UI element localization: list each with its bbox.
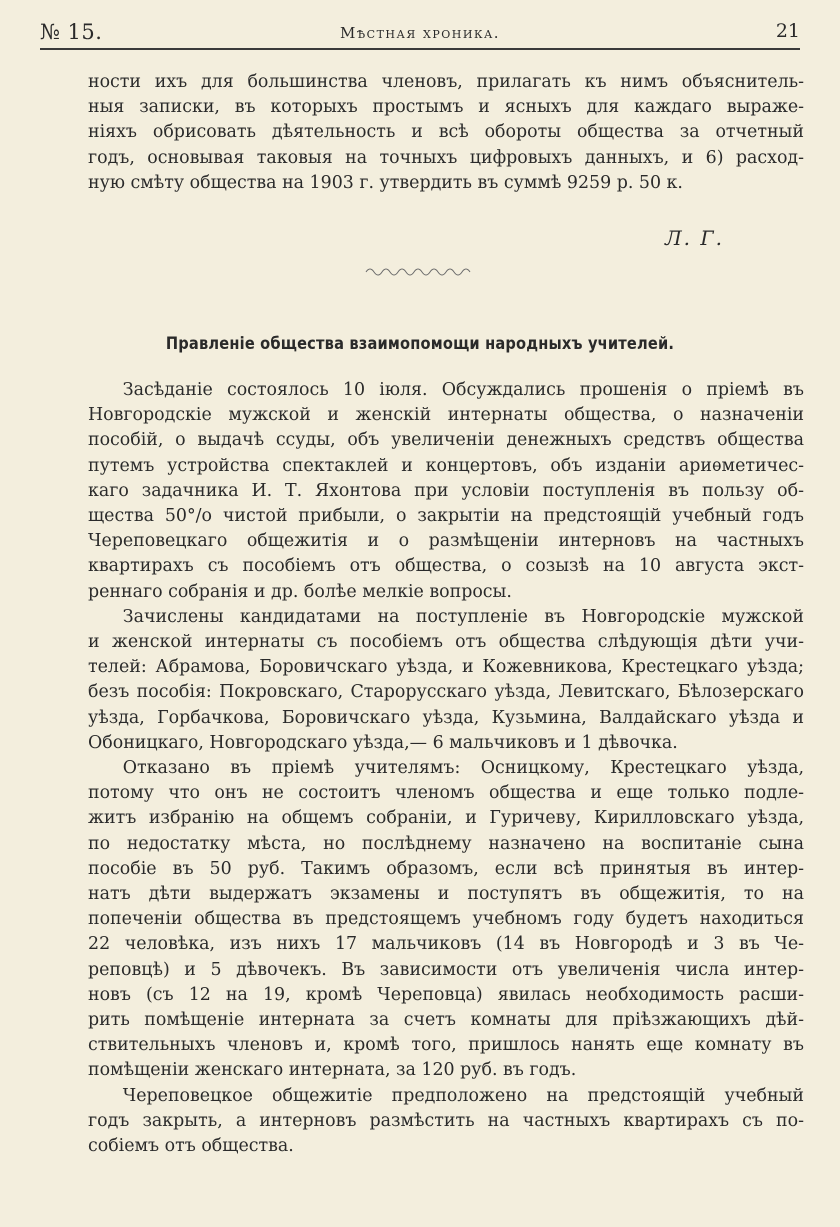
- text-line: Обоницкаго, Новгородскаго уѣзда,— 6 мальчиковъ и 1 дѣвочка.: [88, 732, 678, 753]
- running-header: [40, 14, 800, 54]
- intro-paragraph: [88, 70, 804, 196]
- text-line: годъ, основывая таковыя на точныхъ цифровыхъ данныхъ, и 6) расход-: [88, 147, 804, 168]
- text-line: Отказано въ пріемѣ учителямъ: Осницкому, Крестецкаго уѣзда,: [88, 758, 804, 779]
- text-line: Зачислены кандидатами на поступленіе въ Новгородскіе мужской: [88, 606, 804, 627]
- text-line: ныя записки, въ которыхъ простымъ и ясныхъ для каждаго выраже-: [88, 97, 804, 118]
- section-title: Правленіе общества взаимопомощи народныхъ учителей.: [165, 334, 675, 354]
- text-line: годъ закрыть, а интерновъ размѣстить на частныхъ квартирахъ съ по-: [88, 1110, 804, 1131]
- text-line: пособіе въ 50 руб. Такимъ образомъ, если всѣ принятыя въ интер-: [88, 858, 804, 879]
- text-line: Засѣданіе состоялось 10 іюля. Обсуждались прошенія о пріемѣ въ: [88, 380, 804, 400]
- text-line: Новгородскіе мужской и женскій интернаты общества, о назначеніи: [88, 405, 804, 426]
- text-line: Череповецкое общежитіе предположено на предстоящій учебный: [88, 1085, 804, 1106]
- text-line: по недостатку мѣста, но послѣднему назначено на воспитаніе сына: [88, 833, 804, 854]
- text-line: ную смѣту общества на 1903 г. утвердить въ суммѣ 9259 р. 50 к.: [88, 172, 683, 193]
- text-line: и женской интернаты съ пособіемъ отъ общества слѣдующія дѣти учи-: [88, 632, 804, 653]
- text-line: новъ (съ 12 на 19, кромѣ Череповца) явилась необходимость расши-: [88, 984, 804, 1005]
- text-line: ствительныхъ членовъ и, кромѣ того, пришлось нанять еще комнату въ: [88, 1035, 804, 1056]
- text-line: телей: Абрамова, Боровичскаго уѣзда, и Кожевникова, Крестецкаго уѣзда;: [88, 657, 804, 678]
- text-line: ніяхъ обрисовать дѣятельность и всѣ обороты общества за отчетный: [88, 122, 804, 143]
- text-line: уѣзда, Горбачкова, Боровичскаго уѣзда, Кузьмина, Валдайскаго уѣзда и: [88, 707, 804, 728]
- text-line: безъ пособія: Покровскаго, Старорусскаго уѣзда, Левитскаго, Бѣлозерскаго: [88, 682, 804, 703]
- divider-ornament: [364, 264, 474, 278]
- text-line: рить помѣщеніе интерната за счетъ комнаты для пріѣзжающихъ дѣй-: [88, 1010, 804, 1031]
- text-line: натъ дѣти выдержатъ экзамены и поступятъ въ общежитія, то на: [88, 884, 804, 905]
- text-line: Череповецкаго общежитія и о размѣщеніи интерновъ на частныхъ: [88, 531, 804, 552]
- text-line: 22 человѣка, изъ нихъ 17 мальчиковъ (14 въ Новгородѣ и 3 въ Че-: [88, 934, 804, 955]
- text-line: щества 50°/о чистой прибыли, о закрытіи на предстоящій учебный годъ: [88, 506, 804, 527]
- text-line: ности ихъ для большинства членовъ, прилагать къ нимъ объяснитель-: [88, 72, 804, 92]
- header-rule: [40, 48, 800, 50]
- text-line: попеченіи общества въ предстоящемъ учебномъ году будетъ находиться: [88, 909, 804, 930]
- main-article: [88, 378, 804, 1159]
- text-line: житъ избранію на общемъ собраніи, и Гуричеву, Кирилловскаго уѣзда,: [88, 808, 804, 829]
- header-title: Мѣстная хроника.: [339, 24, 501, 42]
- text-line: помѣщеніи женскаго интерната, за 120 руб. въ годъ.: [88, 1060, 577, 1081]
- text-line: потому что онъ не состоитъ членомъ общества и еще только подле-: [88, 783, 804, 804]
- text-line: пособій, о выдачѣ ссуды, объ увеличеніи денежныхъ средствъ общества: [88, 430, 804, 451]
- text-line: реповцѣ) и 5 дѣвочекъ. Въ зависимости отъ увеличенія числа интер-: [88, 959, 804, 980]
- issue-number: № 15.: [40, 20, 103, 44]
- text-line: путемъ устройства спектаклей и концертовъ, объ изданіи ариѳметичес-: [88, 455, 804, 476]
- text-line: каго задачника И. Т. Яхонтова при условіи поступленія въ пользу об-: [88, 480, 804, 501]
- author-signature: Л. Г.: [664, 226, 724, 250]
- page-number: 21: [775, 20, 800, 42]
- text-line: реннаго собранія и др. болѣе мелкіе вопросы.: [88, 581, 512, 602]
- text-line: квартирахъ съ пособіемъ отъ общества, о созызѣ на 10 августа экст-: [88, 556, 804, 577]
- text-line: собіемъ отъ общества.: [88, 1136, 294, 1157]
